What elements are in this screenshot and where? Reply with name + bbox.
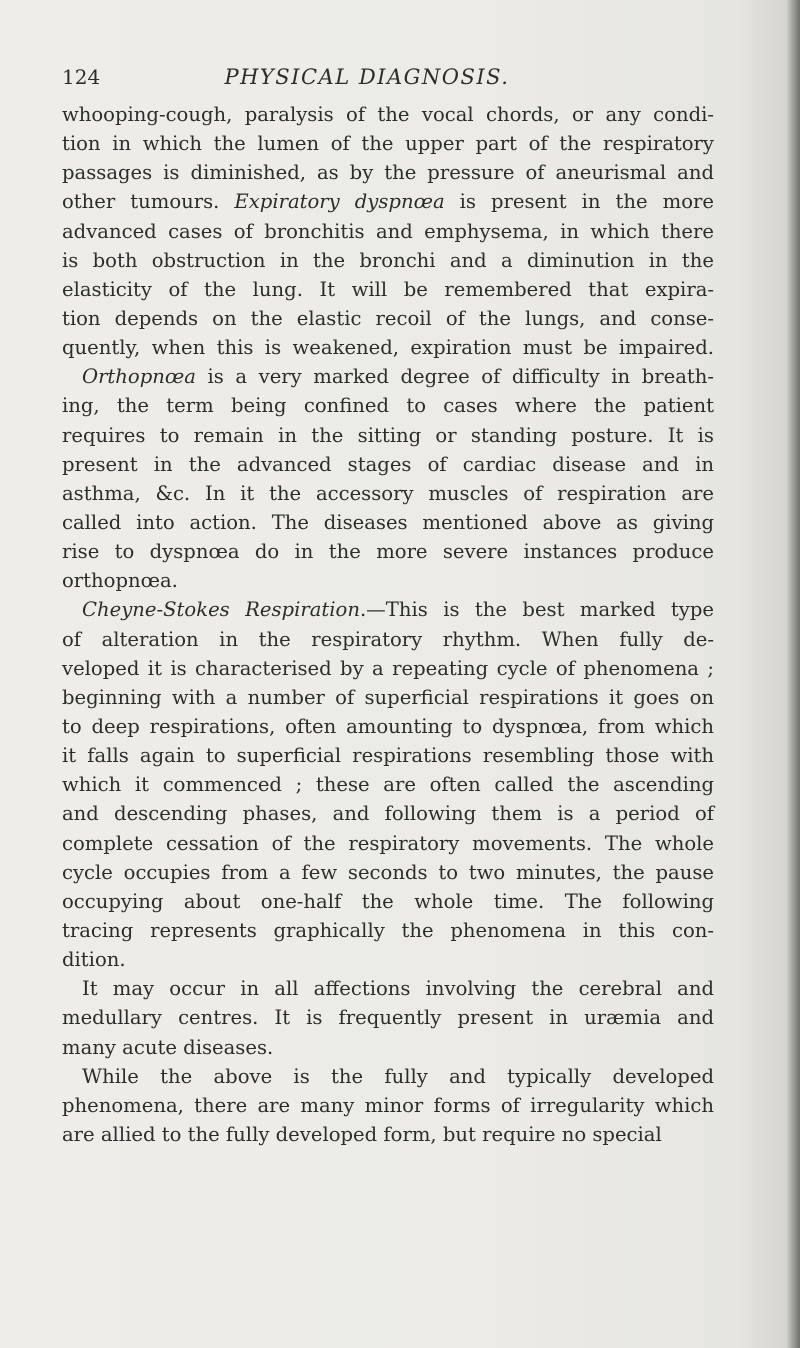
text-line: asthma, &c. In it the accessory muscles of respiration are — [62, 481, 714, 505]
text-line: and descending phases, and following them is a period of — [62, 802, 714, 826]
text-line: advanced cases of bronchitis and emphysema, in which there — [62, 219, 714, 243]
text-line: to deep respirations, often amounting to dyspnœa, from which — [62, 714, 714, 738]
text-line: present in the advanced stages of cardiac disease and in — [62, 452, 714, 476]
text-line: beginning with a number of superficial respirations it goes on — [62, 685, 714, 709]
text-line: phenomena, there are many minor forms of irregularity which — [62, 1093, 714, 1117]
text-line: cycle occupies from a few seconds to two minutes, the pause — [62, 860, 714, 884]
text-segment: is a very marked degree of difficulty in breath- — [195, 365, 714, 389]
italic-term: Orthopnœa — [82, 365, 196, 389]
text-segment: is present in the more — [444, 190, 714, 214]
text-line: rise to dyspnœa do in the more severe instances produce — [62, 540, 714, 564]
text-line: While the above is the fully and typically developed — [82, 1064, 714, 1088]
text-line: passages is diminished, as by the pressure of aneurismal and — [62, 161, 714, 185]
text-line: many acute diseases. — [62, 1035, 274, 1059]
text-line — [62, 187, 714, 216]
text-line: which it commenced ; these are often called the ascending — [62, 773, 714, 797]
text-line: quently, when this is weakened, expiration must be impaired. — [62, 336, 714, 360]
text-line — [62, 595, 714, 624]
text-line: whooping-cough, paralysis of the vocal chords, or any condi- — [62, 103, 714, 126]
text-line: complete cessation of the respiratory movements. The whole — [62, 831, 714, 855]
text-line: called into action. The diseases mentioned above as giving — [62, 510, 714, 534]
text-line: ing, the term being confined to cases where the patient — [62, 394, 714, 418]
body-text — [62, 100, 714, 1149]
text-line: medullary centres. It is frequently present in uræmia and — [62, 1006, 714, 1030]
text-line: tion in which the lumen of the upper part of the respiratory — [62, 132, 714, 156]
text-line — [62, 362, 714, 391]
text-line: of alteration in the respiratory rhythm. When fully de- — [62, 627, 714, 651]
italic-term: Cheyne-Stokes Respiration — [82, 598, 360, 622]
text-line: veloped it is characterised by a repeating cycle of phenomena ; — [62, 656, 714, 680]
running-head: PHYSICAL DIAGNOSIS. — [224, 65, 510, 89]
page-header — [62, 62, 672, 92]
text-line: is both obstruction in the bronchi and a diminution in the — [62, 248, 714, 272]
page-edge-shadow — [786, 0, 800, 1348]
text-segment: other tumours. — [62, 190, 235, 214]
text-line: it falls again to superficial respirations resembling those with — [62, 744, 714, 768]
text-line: are allied to the fully developed form, but require no special — [62, 1122, 662, 1146]
text-line: occupying about one-half the whole time. The following — [62, 889, 714, 913]
text-line: It may occur in all affections involving the cerebral and — [82, 977, 714, 1001]
text-line: requires to remain in the sitting or standing posture. It is — [62, 423, 714, 447]
text-line: tracing represents graphically the phenomena in this con- — [62, 918, 714, 942]
text-line: dition. — [62, 948, 126, 972]
italic-term: Expiratory dyspnœa — [234, 190, 445, 214]
text-line: elasticity of the lung. It will be remembered that expira- — [62, 277, 714, 301]
text-line: tion depends on the elastic recoil of the lungs, and conse- — [62, 306, 714, 330]
text-segment: .—This is the best marked type — [359, 598, 714, 622]
text-line: orthopnœa. — [62, 569, 178, 593]
page-number: 124 — [62, 65, 101, 89]
